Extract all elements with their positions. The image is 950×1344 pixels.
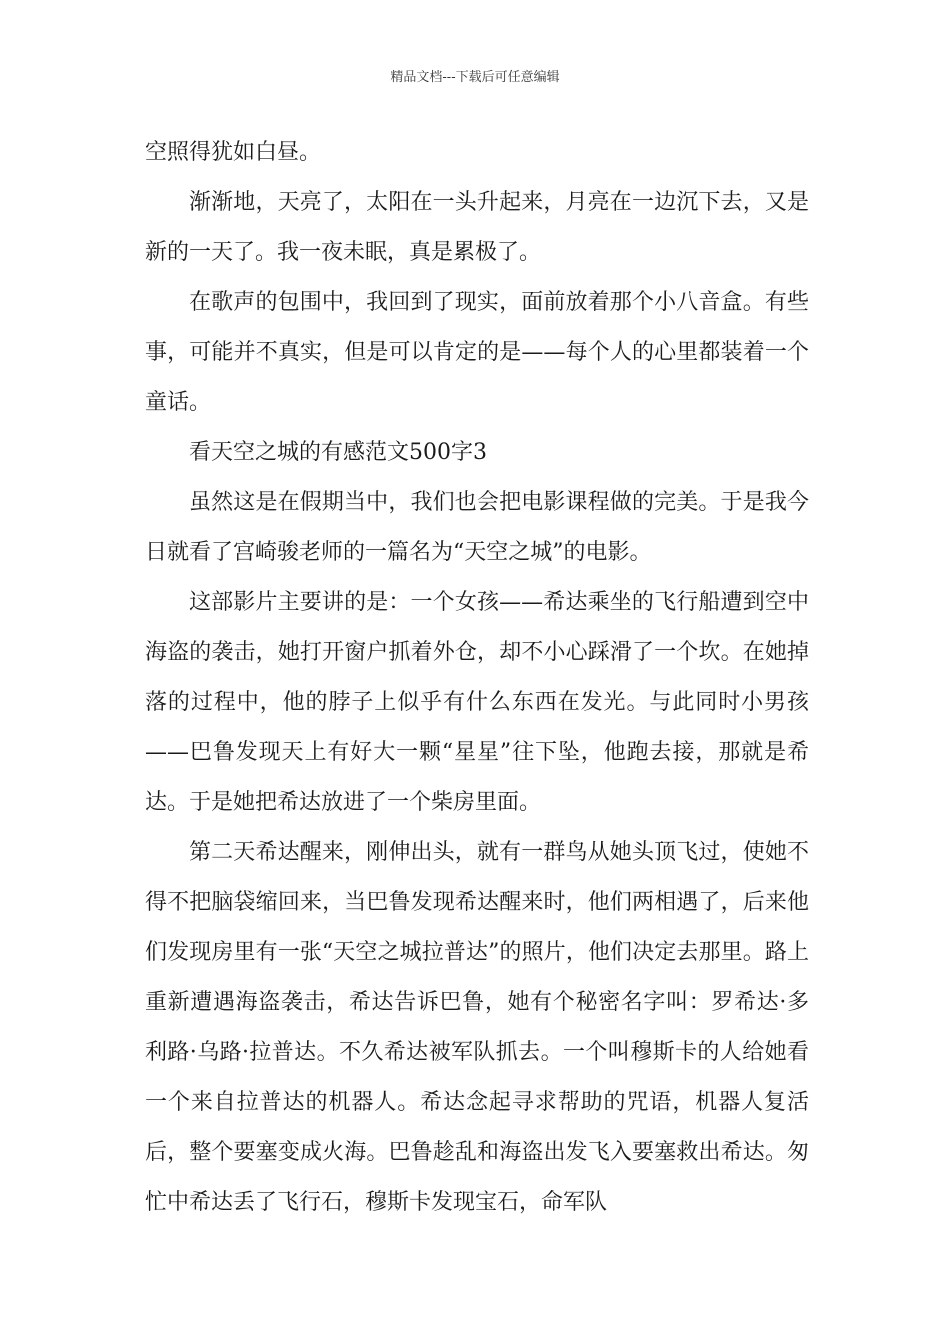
document-body — [145, 128, 809, 1228]
paragraph-4: 虽然这是在假期当中，我们也会把电影课程做的完美。于是我今日就看了宫崎骏老师的一篇名为“天空之城”的电影。 — [145, 490, 809, 565]
paragraph-2: 渐渐地，天亮了，太阳在一头升起来，月亮在一边沉下去，又是新的一天了。我一夜未眠，真是累极了。 — [145, 190, 809, 265]
paragraph-1: 空照得犹如白昼。 — [145, 140, 322, 165]
paragraph-3: 在歌声的包围中，我回到了现实，面前放着那个小八音盒。有些事，可能并不真实，但是可以肯定的是——每个人的心里都装着一个童话。 — [145, 290, 809, 415]
paragraph-6: 第二天希达醒来，刚伸出头，就有一群鸟从她头顶飞过，使她不得不把脑袋缩回来，当巴鲁发现希达醒来时，他们两相遇了，后来他们发现房里有一张“天空之城拉普达”的照片，他们决定去那里。路上重新遭遇海盗袭击，希达告诉巴鲁，她有个秘密名字叫：罗希达·多利路·乌路·拉普达。不久希达被军队抓去。一个叫穆斯卡的人给她看一个来自拉普达的机器人。希达念起寻求帮助的咒语，机器人复活后，整个要塞变成火海。巴鲁趁乱和海盗出发飞入要塞救出希达。匆忙中希达丢了飞行石，穆斯卡发现宝石，命军队 — [145, 840, 809, 1215]
page-header: 精品文档---下载后可任意编辑 — [390, 70, 560, 85]
section-title: 看天空之城的有感范文500字3 — [189, 440, 487, 465]
paragraph-5: 这部影片主要讲的是：一个女孩——希达乘坐的飞行船遭到空中海盗的袭击，她打开窗户抓着外仓，却不小心踩滑了一个坎。在她掉落的过程中，他的脖子上似乎有什么东西在发光。与此同时小男孩——巴鲁发现天上有好大一颗“星星”往下坠，他跑去接，那就是希达。于是她把希达放进了一个柴房里面。 — [145, 590, 809, 815]
